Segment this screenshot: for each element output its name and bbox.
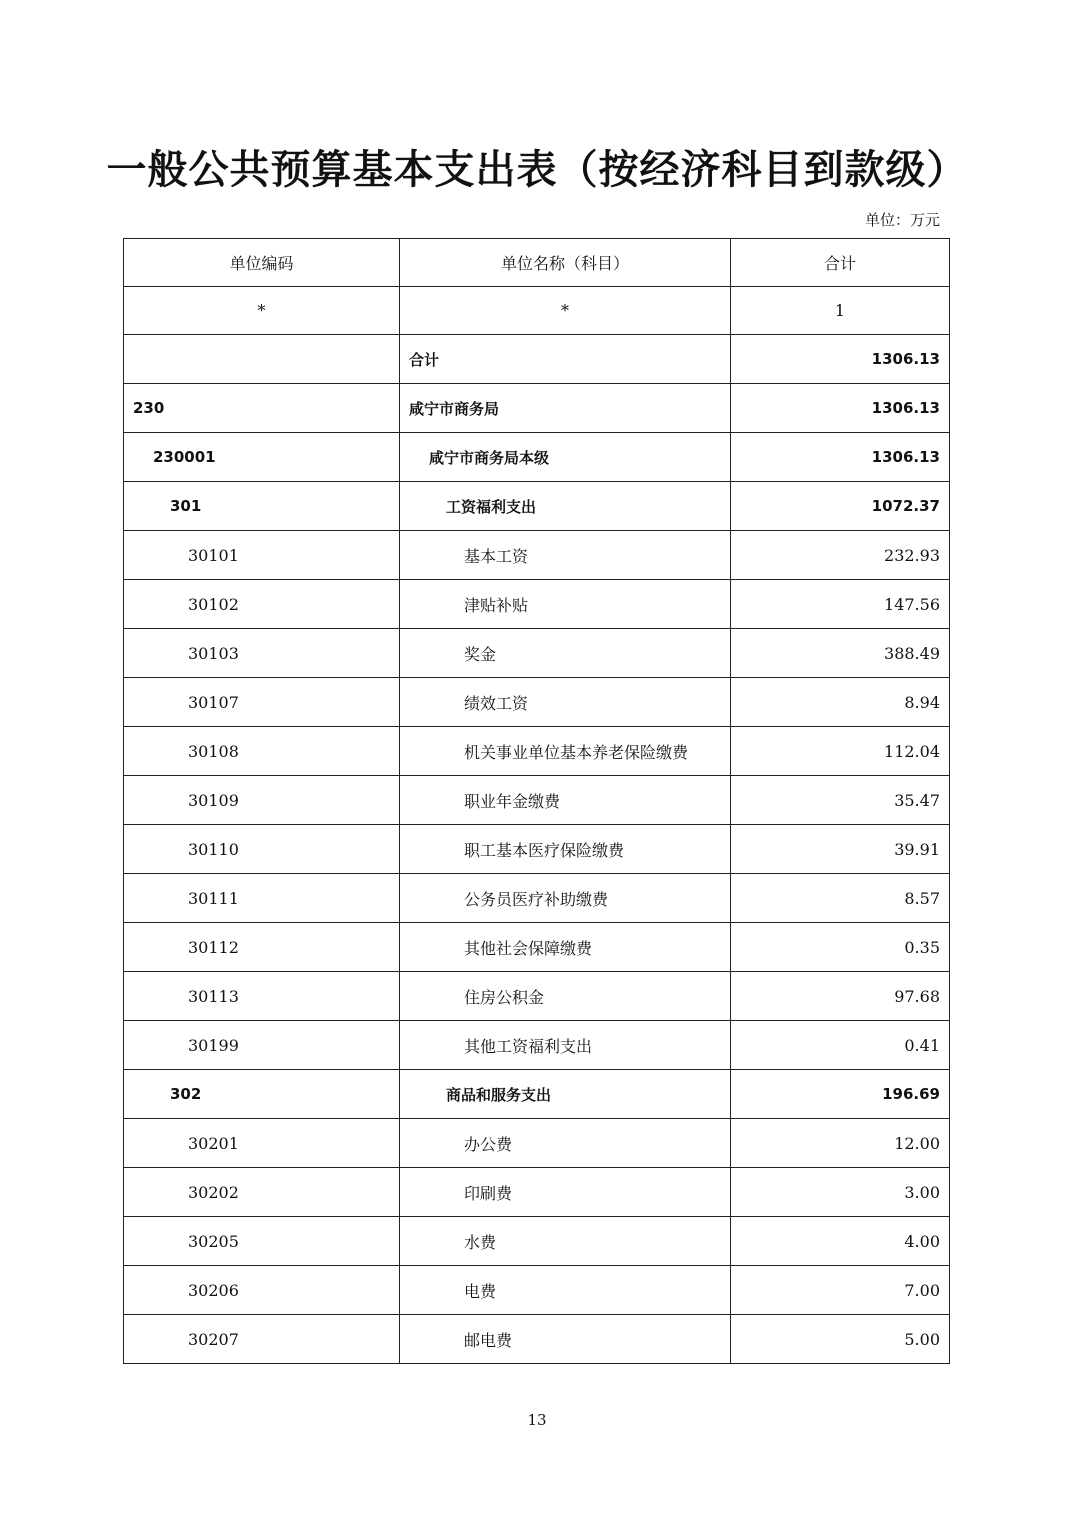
table-row <box>124 972 950 1021</box>
row-name: 奖金 <box>400 629 731 678</box>
row-code: 230 <box>124 384 400 433</box>
row-code: 30205 <box>124 1217 400 1266</box>
row-name: 津贴补贴 <box>400 580 731 629</box>
row-code: 30101 <box>124 531 400 580</box>
row-code: 30111 <box>124 874 400 923</box>
table-row <box>124 580 950 629</box>
row-total: 35.47 <box>731 776 950 825</box>
index-code: * <box>124 287 400 335</box>
index-name: * <box>400 287 731 335</box>
table-row <box>124 923 950 972</box>
table-row <box>124 1217 950 1266</box>
row-total: 1072.37 <box>731 482 950 531</box>
table-row <box>124 1021 950 1070</box>
table-row <box>124 874 950 923</box>
row-code: 301 <box>124 482 400 531</box>
row-total: 1306.13 <box>731 433 950 482</box>
row-total: 3.00 <box>731 1168 950 1217</box>
table-row <box>124 1119 950 1168</box>
row-total: 112.04 <box>731 727 950 776</box>
row-total: 4.00 <box>731 1217 950 1266</box>
row-name: 其他工资福利支出 <box>400 1021 731 1070</box>
row-total: 97.68 <box>731 972 950 1021</box>
header-row <box>124 239 950 287</box>
index-total: 1 <box>731 287 950 335</box>
table-row <box>124 678 950 727</box>
row-code: 30199 <box>124 1021 400 1070</box>
row-code: 230001 <box>124 433 400 482</box>
row-name: 住房公积金 <box>400 972 731 1021</box>
row-code: 30109 <box>124 776 400 825</box>
row-name: 电费 <box>400 1266 731 1315</box>
row-name: 商品和服务支出 <box>400 1070 731 1119</box>
page-number: 13 <box>527 1411 547 1429</box>
row-code: 302 <box>124 1070 400 1119</box>
row-total: 0.41 <box>731 1021 950 1070</box>
table-row <box>124 1168 950 1217</box>
row-code: 30108 <box>124 727 400 776</box>
row-code: 30103 <box>124 629 400 678</box>
row-code: 30113 <box>124 972 400 1021</box>
row-name: 工资福利支出 <box>400 482 731 531</box>
row-name: 咸宁市商务局本级 <box>400 433 731 482</box>
table-row <box>124 825 950 874</box>
row-name: 办公费 <box>400 1119 731 1168</box>
row-code: 30206 <box>124 1266 400 1315</box>
row-total: 196.69 <box>731 1070 950 1119</box>
row-total: 5.00 <box>731 1315 950 1364</box>
row-total: 1306.13 <box>731 384 950 433</box>
row-total: 232.93 <box>731 531 950 580</box>
header-code: 单位编码 <box>124 239 400 287</box>
row-name: 公务员医疗补助缴费 <box>400 874 731 923</box>
header-name: 单位名称（科目） <box>400 239 731 287</box>
row-name: 咸宁市商务局 <box>400 384 731 433</box>
table-row <box>124 727 950 776</box>
table-row <box>124 629 950 678</box>
page-title: 一般公共预算基本支出表（按经济科目到款级） <box>106 147 968 193</box>
row-code: 30102 <box>124 580 400 629</box>
row-name: 水费 <box>400 1217 731 1266</box>
row-total: 0.35 <box>731 923 950 972</box>
row-name: 基本工资 <box>400 531 731 580</box>
row-total: 8.94 <box>731 678 950 727</box>
row-code: 30207 <box>124 1315 400 1364</box>
table-row <box>124 1266 950 1315</box>
row-name: 机关事业单位基本养老保险缴费 <box>400 727 731 776</box>
row-total: 1306.13 <box>731 335 950 384</box>
row-code: 30112 <box>124 923 400 972</box>
unit-label: 单位：万元 <box>864 211 940 229</box>
table-row <box>124 531 950 580</box>
row-name: 绩效工资 <box>400 678 731 727</box>
row-total: 147.56 <box>731 580 950 629</box>
row-code: 30202 <box>124 1168 400 1217</box>
row-name: 职工基本医疗保险缴费 <box>400 825 731 874</box>
row-code: 30201 <box>124 1119 400 1168</box>
header-total: 合计 <box>731 239 950 287</box>
table-row <box>124 384 950 433</box>
index-row <box>124 287 950 335</box>
row-name: 其他社会保障缴费 <box>400 923 731 972</box>
table-row <box>124 1315 950 1364</box>
row-total: 7.00 <box>731 1266 950 1315</box>
row-code <box>124 335 400 384</box>
table-row <box>124 433 950 482</box>
row-total: 12.00 <box>731 1119 950 1168</box>
table-row <box>124 482 950 531</box>
row-code: 30110 <box>124 825 400 874</box>
row-name: 合计 <box>400 335 731 384</box>
row-total: 39.91 <box>731 825 950 874</box>
table-row <box>124 1070 950 1119</box>
row-name: 邮电费 <box>400 1315 731 1364</box>
row-name: 印刷费 <box>400 1168 731 1217</box>
row-name: 职业年金缴费 <box>400 776 731 825</box>
row-total: 388.49 <box>731 629 950 678</box>
row-code: 30107 <box>124 678 400 727</box>
row-total: 8.57 <box>731 874 950 923</box>
table-row <box>124 776 950 825</box>
budget-table <box>123 238 950 1364</box>
table-row <box>124 335 950 384</box>
